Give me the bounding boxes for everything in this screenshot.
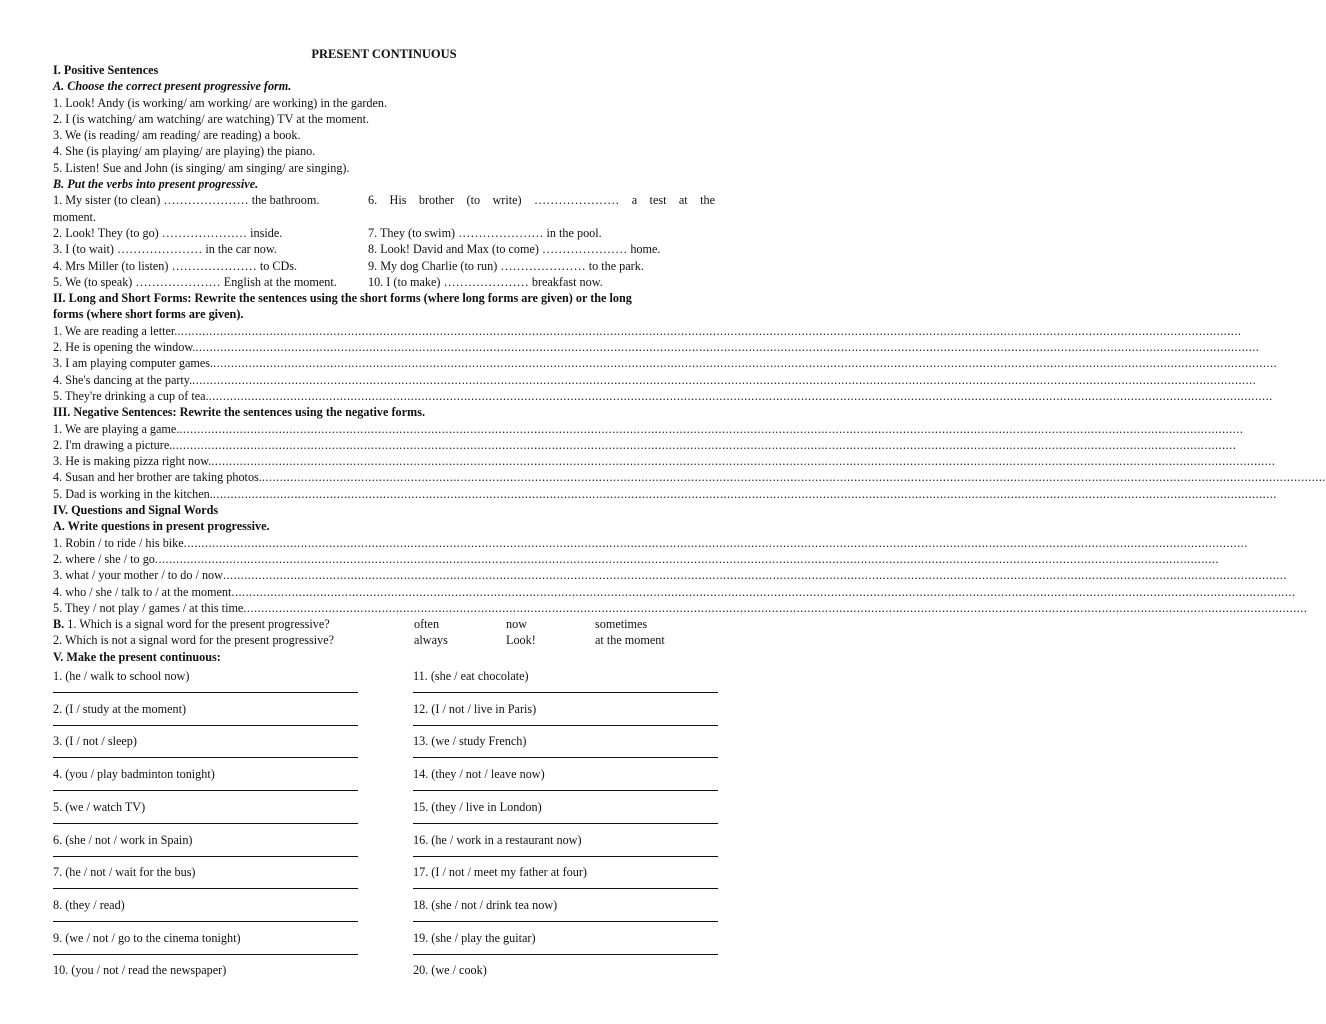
exercise-item[interactable]: 1. (he / walk to school now) [53,668,363,701]
exercise-item: 1. Look! Andy (is working/ am working/ are working) in the garden. [53,95,388,110]
exercise-item: 2. I (is watching/ am watching/ are watching) TV at the moment. [53,111,369,126]
exercise-item[interactable]: 9. (we / not / go to the cinema tonight) [53,930,363,963]
exercise-item[interactable]: 16. (he / work in a restaurant now) [413,832,723,865]
section-heading-cont: forms (where short forms are given). [53,307,244,322]
answer-dots: ............................................................................................................................................................................................................................................................................................................ [179,421,1244,436]
answer-line[interactable] [53,692,358,693]
exercise-item: 5. They / not play / games / at this time [53,600,244,615]
exercise-label: B. [53,617,65,632]
exercise-item: 9. My dog Charlie (to run) ………………… to the park. [368,258,644,273]
exercise-item: 3. We (is reading/ am reading/ are reading) a book. [53,128,301,143]
question-line[interactable] [53,535,1248,551]
rewrite-line[interactable] [53,421,1244,437]
exercise-item: 2. He is opening the window. [53,340,196,355]
answer-dots: ............................................................................................................................................................................................................................................................................................................ [222,568,1287,583]
exercise-item[interactable]: 3. (I / not / sleep) [53,733,363,766]
answer-line[interactable] [413,757,718,758]
signal-option[interactable]: now [506,617,527,632]
exercise-item[interactable]: 19. (she / play the guitar) [413,930,723,963]
exercise-item: 4. She's dancing at the party. [53,372,193,387]
signal-option[interactable]: sometimes [595,617,648,632]
exercise-item: 3. I (to wait) ………………… in the car now. [53,242,277,257]
exercise-item: 1. Robin / to ride / his bike [53,535,184,550]
exercise-item: 5. We (to speak) ………………… English at the moment. [53,274,337,289]
answer-line[interactable] [413,954,718,955]
page-title: PRESENT CONTINUOUS [311,47,457,61]
section-heading: III. Negative Sentences: Rewrite the sentences using the negative forms. [53,405,425,420]
exercise-item: 10. I (to make) ………………… breakfast now. [368,274,603,289]
exercise-item[interactable]: 8. (they / read) [53,897,363,930]
exercise-item[interactable]: 20. (we / cook) [413,963,487,978]
exercise-heading: A. Write questions in present progressive. [53,519,270,534]
answer-line[interactable] [413,692,718,693]
exercise-item: 1. We are playing a game. [53,421,180,436]
exercise-item[interactable]: 15. (they / live in London) [413,799,723,832]
question-line[interactable] [53,567,1287,583]
exercise-item: 2. I'm drawing a picture. [53,437,173,452]
rewrite-line[interactable] [53,453,1276,469]
answer-line[interactable] [413,725,718,726]
rewrite-line[interactable] [53,437,1237,453]
exercise-item: 5. Dad is working in the kitchen. [53,486,213,501]
exercise-item[interactable]: 7. (he / not / wait for the bus) [53,864,363,897]
answer-line[interactable] [53,921,358,922]
question-line[interactable] [53,551,1219,567]
exercise-item: 4. Susan and her brother are taking photos. [53,470,262,485]
verb-table [53,192,715,290]
exercise-item: 1. We are reading a letter. [53,323,178,338]
exercise-item[interactable]: 4. (you / play badminton tonight) [53,766,363,799]
rewrite-line[interactable] [53,339,1260,355]
answer-line[interactable] [53,790,358,791]
signal-question: B. 1. Which is a signal word for the present progressive? [53,617,330,632]
signal-question: 2. Which is not a signal word for the present progressive? [53,633,335,648]
answer-line[interactable] [53,757,358,758]
exercise-item [368,209,715,225]
exercise-heading: A. Choose the correct present progressive form. [53,79,292,94]
rewrite-line[interactable] [53,372,1257,388]
exercise-item[interactable]: 10. (you / not / read the newspaper) [53,963,227,978]
question-line[interactable] [53,600,1308,616]
exercise-heading: B. Put the verbs into present progressive. [53,177,259,192]
signal-word-row [53,616,715,632]
exercise-item: 2. Look! They (to go) ………………… inside. [53,225,283,240]
signal-word-row [53,632,715,648]
answer-line[interactable] [413,921,718,922]
rewrite-line[interactable] [53,388,1273,404]
exercise-item: 3. He is making pizza right now. [53,454,212,469]
exercise-item[interactable]: 13. (we / study French) [413,733,723,766]
section-heading: I. Positive Sentences [53,63,159,77]
answer-dots: ............................................................................................................................................................................................................................................................................................................ [243,600,1308,615]
section-heading: V. Make the present continuous: [53,649,221,664]
exercise-item[interactable]: 12. (I / not / live in Paris) [413,701,723,734]
answer-line[interactable] [53,888,358,889]
rewrite-line[interactable] [53,355,1278,371]
answer-dots: ............................................................................................................................................................................................................................................................................................................ [211,454,1276,469]
exercise-item: 4. who / she / talk to / at the moment [53,584,232,599]
exercise-item: 2. where / she / to go [53,551,155,566]
exercise-item[interactable]: 11. (she / eat chocolate) [413,668,723,701]
exercise-item: moment. [53,209,96,224]
answer-dots: ............................................................................................................................................................................................................................................................................................................ [183,535,1248,550]
answer-line[interactable] [53,823,358,824]
question-line[interactable] [53,584,1296,600]
exercise-item: 4. She (is playing/ am playing/ are playing) the piano. [53,144,316,159]
signal-option[interactable]: at the moment [595,633,665,648]
exercise-item: 3. I am playing computer games. [53,356,214,371]
exercise-item: 4. Mrs Miller (to listen) ………………… to CDs. [53,258,298,273]
answer-dots: ............................................................................................................................................................................................................................................................................................................ [195,340,1260,355]
exercise-item[interactable]: 17. (I / not / meet my father at four) [413,864,723,897]
exercise-item[interactable]: 18. (she / not / drink tea now) [413,897,723,930]
answer-dots: ............................................................................................................................................................................................................................................................................................................ [154,551,1219,566]
answer-dots: ............................................................................................................................................................................................................................................................................................................ [261,470,1326,485]
answer-dots: ............................................................................................................................................................................................................................................................................................................ [177,323,1242,338]
rewrite-line[interactable] [53,323,1242,339]
answer-line[interactable] [53,725,358,726]
signal-option[interactable]: often [414,617,440,632]
answer-line[interactable] [413,856,718,857]
section-heading: II. Long and Short Forms: Rewrite the sentences using the short forms (where long forms are given) or the long [53,291,632,306]
exercise-item[interactable]: 6. (she / not / work in Spain) [53,832,363,865]
answer-dots: ............................................................................................................................................................................................................................................................................................................ [172,437,1237,452]
exercise-item: 6. His brother (to write) ………………… a test at the [368,193,715,208]
section-heading: IV. Questions and Signal Words [53,503,219,518]
exercise-item: 5. They're drinking a cup of tea. [53,388,209,403]
answer-dots: ............................................................................................................................................................................................................................................................................................................ [212,486,1277,501]
exercise-item: 5. Listen! Sue and John (is singing/ am singing/ are singing). [53,160,350,175]
exercise-item[interactable]: 2. (I / study at the moment) [53,701,363,734]
exercise-item: 7. They (to swim) ………………… in the pool. [368,225,602,240]
exercise-item: 8. Look! David and Max (to come) ………………… home. [368,242,661,257]
section-positive-sentences [53,62,1326,665]
answer-line[interactable] [53,856,358,857]
rewrite-line[interactable] [53,469,1326,485]
answer-line[interactable] [413,790,718,791]
answer-dots: ............................................................................................................................................................................................................................................................................................................ [192,372,1257,387]
answer-dots: ............................................................................................................................................................................................................................................................................................................ [213,356,1278,371]
exercise-item[interactable]: 5. (we / watch TV) [53,799,363,832]
signal-option[interactable]: Look! [506,633,536,648]
exercise-item: 1. My sister (to clean) ………………… the bathroom. [53,193,320,208]
answer-line[interactable] [413,823,718,824]
answer-dots: ............................................................................................................................................................................................................................................................................................................ [231,584,1296,599]
answer-line[interactable] [53,954,358,955]
exercise-item: 3. what / your mother / to do / now [53,568,223,583]
rewrite-line[interactable] [53,486,1277,502]
exercise-item[interactable]: 14. (they / not / leave now) [413,766,723,799]
signal-option[interactable]: always [414,633,448,648]
answer-line[interactable] [413,888,718,889]
answer-dots: ............................................................................................................................................................................................................................................................................................................ [208,388,1273,403]
